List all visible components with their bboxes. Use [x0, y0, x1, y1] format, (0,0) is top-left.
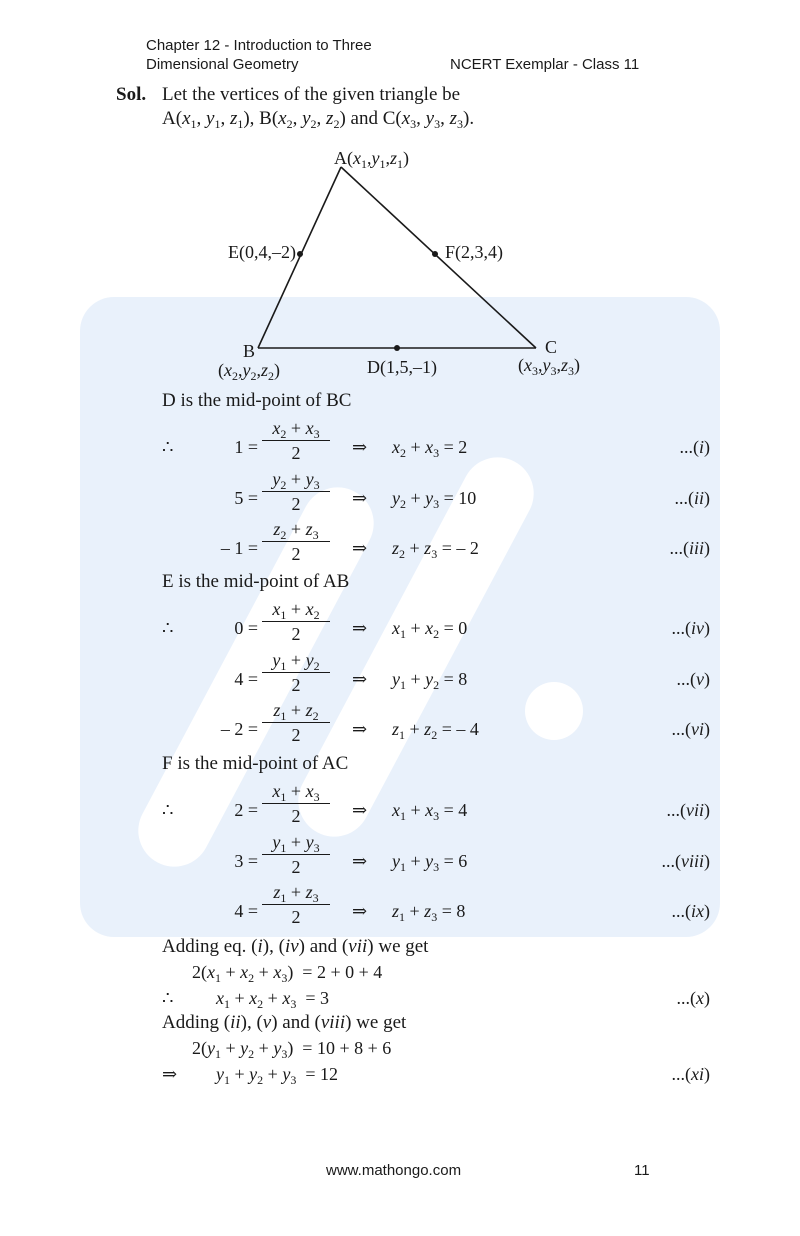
- implies-symbol: ⇒: [352, 618, 368, 638]
- therefore-symbol: ∴: [162, 800, 174, 820]
- equation-result: $x_1 + x_2 = 0$: [392, 618, 468, 641]
- equation-lhs: 5 =: [234, 488, 258, 508]
- implies-symbol: ⇒: [352, 437, 368, 457]
- fraction-denominator: 2: [291, 624, 301, 644]
- label-c: C: [545, 337, 558, 357]
- equation-tag-x: ...(x): [676, 988, 710, 1008]
- equation-fraction: [262, 780, 330, 826]
- footer-website: www.mathongo.com: [326, 1162, 462, 1179]
- adding1-line2: $x_1 + x_2 + x_3 = 3$: [216, 988, 329, 1011]
- adding2-line2: $y_1 + y_2 + y_3 = 12$: [216, 1064, 338, 1087]
- fraction-numerator: $x_2 + x_3$: [272, 418, 320, 441]
- fraction-denominator: 2: [291, 857, 301, 877]
- implies-symbol: ⇒: [352, 800, 368, 820]
- implies-symbol: ⇒: [352, 669, 368, 689]
- equation-result: $z_1 + z_3 = 8$: [392, 901, 466, 924]
- adding2-text: Adding (ii), (v) and (viii) we get: [162, 1012, 407, 1033]
- equation-tag: ...(viii): [661, 851, 710, 871]
- fraction-numerator: $y_1 + y_2$: [272, 650, 320, 673]
- fraction-bar: [262, 722, 330, 723]
- fraction-denominator: 2: [291, 544, 301, 564]
- label-b: B: [243, 341, 256, 361]
- equation-lhs: – 1 =: [220, 538, 258, 558]
- equation-fraction: [262, 881, 330, 927]
- equation-result: $y_1 + y_3 = 6$: [392, 851, 468, 874]
- section-heading: E is the mid-point of AB: [162, 571, 350, 592]
- fraction-bar: [262, 904, 330, 905]
- equation-tag: ...(ix): [671, 901, 710, 921]
- adding2-line1: $2(y_1 + y_2 + y_3) = 10 + 8 + 6$: [192, 1038, 392, 1061]
- equation-fraction: [262, 598, 330, 644]
- equation-fraction: [262, 417, 330, 463]
- therefore-symbol: ∴: [162, 437, 174, 457]
- fraction-bar: [262, 672, 330, 673]
- fraction-numerator: $z_1 + z_3$: [273, 882, 319, 905]
- label-e: E(0,4,–2): [228, 242, 296, 262]
- adding1-text: Adding eq. (i), (iv) and (vii) we get: [162, 936, 429, 957]
- therefore-symbol: ∴: [162, 618, 174, 638]
- fraction-bar: [262, 803, 330, 804]
- side-ac: [341, 167, 536, 348]
- equation-tag: ...(i): [679, 437, 710, 457]
- equation-tag: ...(vii): [666, 800, 710, 820]
- equation-result: $y_2 + y_3 = 10$: [392, 488, 477, 511]
- equation-fraction: [262, 831, 330, 877]
- solution-label: Sol.: [116, 84, 147, 105]
- fraction-denominator: 2: [291, 443, 301, 463]
- adding2-implies: ⇒: [162, 1064, 178, 1084]
- label-a: $A(x_1,y_1,z_1)$: [334, 148, 410, 171]
- fraction-numerator: $z_2 + z_3$: [273, 519, 319, 542]
- section-heading: F is the mid-point of AC: [162, 753, 349, 774]
- watermark-dot: [525, 682, 583, 740]
- chapter-title-line1: Chapter 12 - Introduction to Three: [146, 37, 372, 54]
- fraction-bar: [262, 854, 330, 855]
- equation-tag: ...(vi): [671, 719, 710, 739]
- equation-lhs: 4 =: [234, 901, 258, 921]
- fraction-numerator: $x_1 + x_2$: [272, 599, 320, 622]
- fraction-numerator: $x_1 + x_3$: [272, 781, 320, 804]
- adding1-line1: $2(x_1 + x_2 + x_3) = 2 + 0 + 4$: [192, 962, 383, 985]
- equation-tag: ...(v): [676, 669, 710, 689]
- page-number: 11: [634, 1162, 650, 1179]
- implies-symbol: ⇒: [352, 851, 368, 871]
- label-d: D(1,5,–1): [367, 357, 437, 377]
- label-b-coords: $(x_2,y_2,z_2)$: [218, 360, 281, 383]
- implies-symbol: ⇒: [352, 488, 368, 508]
- equation-lhs: 4 =: [234, 669, 258, 689]
- adding1-therefore: ∴: [162, 988, 174, 1008]
- point-f: [432, 251, 438, 257]
- fraction-denominator: 2: [291, 675, 301, 695]
- point-d: [394, 345, 400, 351]
- fraction-denominator: 2: [291, 725, 301, 745]
- label-c-coords: $(x_3,y_3,z_3)$: [518, 355, 581, 378]
- solution-intro-line1: Let the vertices of the given triangle be: [162, 84, 461, 105]
- equation-fraction: [262, 468, 330, 514]
- equation-tag-xi: ...(xi): [671, 1064, 710, 1084]
- point-e: [297, 251, 303, 257]
- fraction-bar: [262, 440, 330, 441]
- chapter-title: [146, 36, 372, 74]
- book-title: NCERT Exemplar - Class 11: [450, 56, 640, 73]
- equation-lhs: 3 =: [234, 851, 258, 871]
- fraction-numerator: $z_1 + z_2$: [273, 700, 319, 723]
- equation-tag: ...(iii): [669, 538, 710, 558]
- equation-tag: ...(ii): [674, 488, 710, 508]
- label-f: F(2,3,4): [445, 242, 503, 262]
- implies-symbol: ⇒: [352, 719, 368, 739]
- chapter-title-line2: Dimensional Geometry: [146, 56, 299, 73]
- fraction-bar: [262, 541, 330, 542]
- equation-fraction: [262, 699, 330, 745]
- equation-result: $y_1 + y_2 = 8$: [392, 669, 468, 692]
- equation-result: $z_1 + z_2$ = – 4: [392, 719, 479, 742]
- fraction-denominator: 2: [291, 806, 301, 826]
- equation-fraction: [262, 649, 330, 695]
- equation-lhs: 2 =: [234, 800, 258, 820]
- equation-tag: ...(iv): [671, 618, 710, 638]
- equation-fraction: [262, 518, 330, 564]
- equation-lhs: 1 =: [234, 437, 258, 457]
- fraction-numerator: $y_2 + y_3$: [272, 469, 320, 492]
- solution-intro-line2: $A(x_1$, $y_1$, $z_1$), $B(x_2$, $y_2$, $z_2$) and $C(x_3$, $y_3$, $z_3$).: [162, 108, 475, 131]
- equation-result: $x_1 + x_3 = 4$: [392, 800, 468, 823]
- section-heading: D is the mid-point of BC: [162, 390, 352, 411]
- fraction-denominator: 2: [291, 494, 301, 514]
- implies-symbol: ⇒: [352, 901, 368, 921]
- fraction-bar: [262, 621, 330, 622]
- equation-result: $x_2 + x_3 = 2$: [392, 437, 468, 460]
- fraction-numerator: $y_1 + y_3$: [272, 832, 320, 855]
- fraction-bar: [262, 491, 330, 492]
- fraction-denominator: 2: [291, 907, 301, 927]
- equation-lhs: – 2 =: [220, 719, 258, 739]
- equation-lhs: 0 =: [234, 618, 258, 638]
- implies-symbol: ⇒: [352, 538, 368, 558]
- equation-result: $z_2 + z_3$ = – 2: [392, 538, 479, 561]
